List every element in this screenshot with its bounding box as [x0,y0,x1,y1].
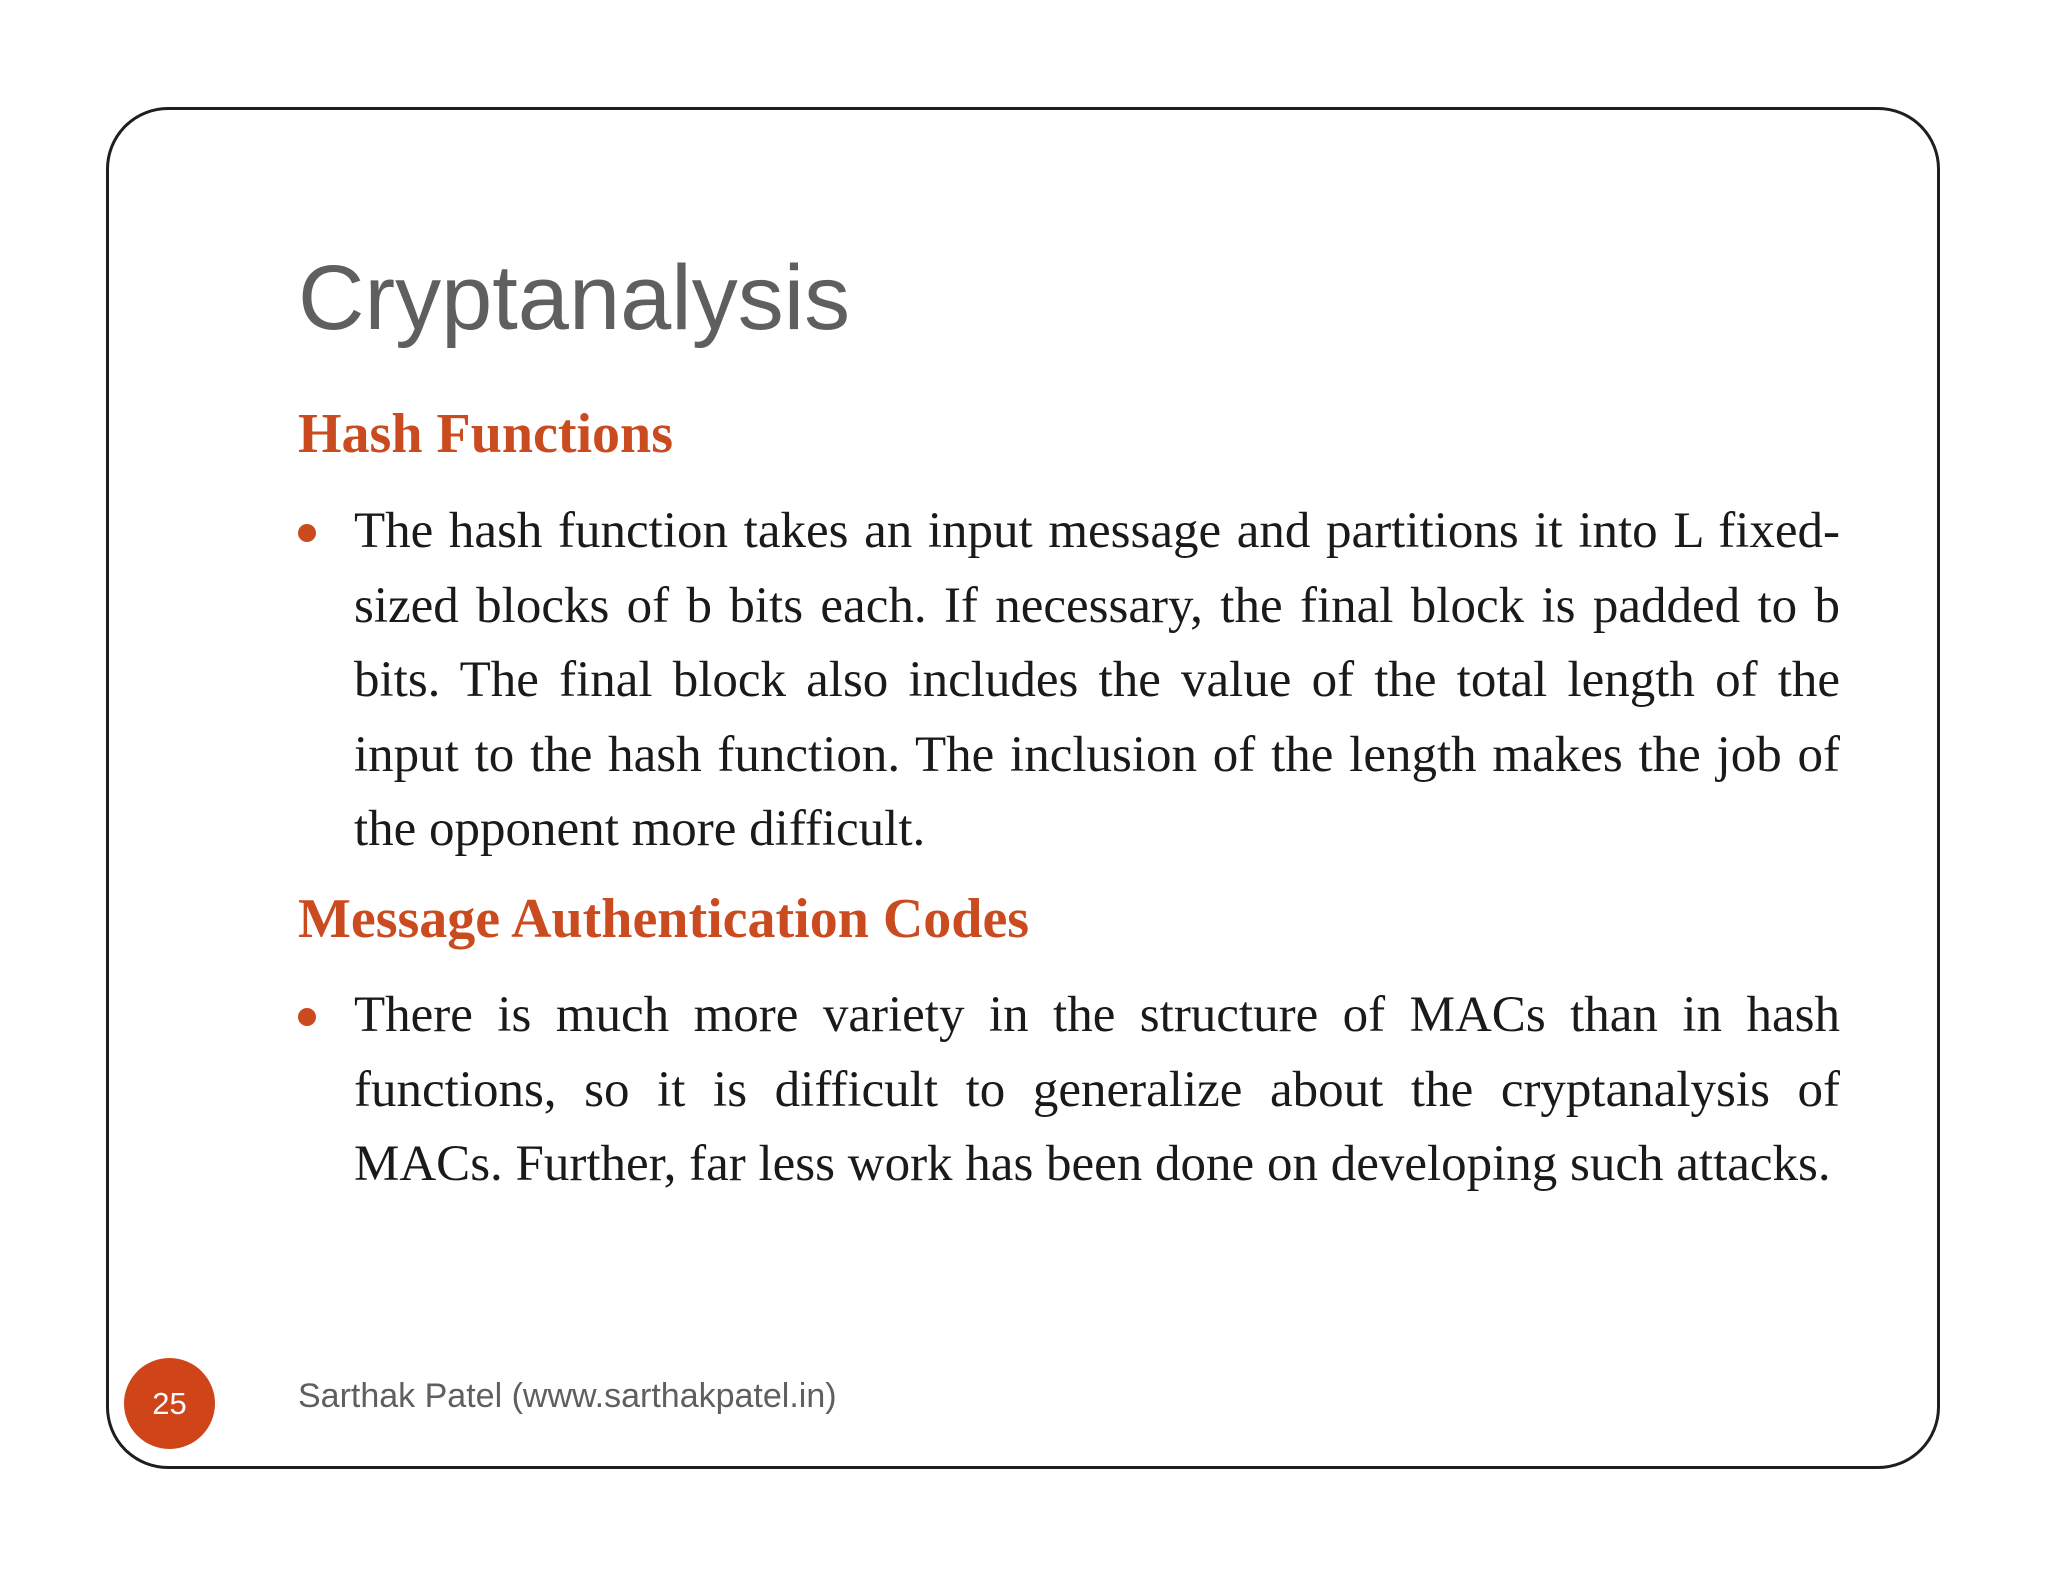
section-heading-hash-functions: Hash Functions [298,403,673,465]
section-heading-mac: Message Authentication Codes [298,888,1030,950]
bullet-text: There is much more variety in the structure of MACs than in hash functions, so it is difficult to generalize about the cryptanalysis of MACs. Further, far less work has been done on developing such attacks. [354,987,1840,1192]
footer-author: Sarthak Patel (www.sarthakpatel.in) [298,1377,837,1415]
slide-title: Cryptanalysis [298,247,851,349]
bullet-icon [298,524,316,542]
bullet-text: The hash function takes an input message and partitions it into L fixed-sized blocks of b bits each. If necessary, the final block is padded to b bits. The final block also includes the value of the total length of the input to the hash function. The inclusion of the length makes the job of the opponent more difficult. [354,503,1840,857]
bullet-icon [298,1008,316,1026]
page-number-badge: 25 [124,1358,215,1449]
